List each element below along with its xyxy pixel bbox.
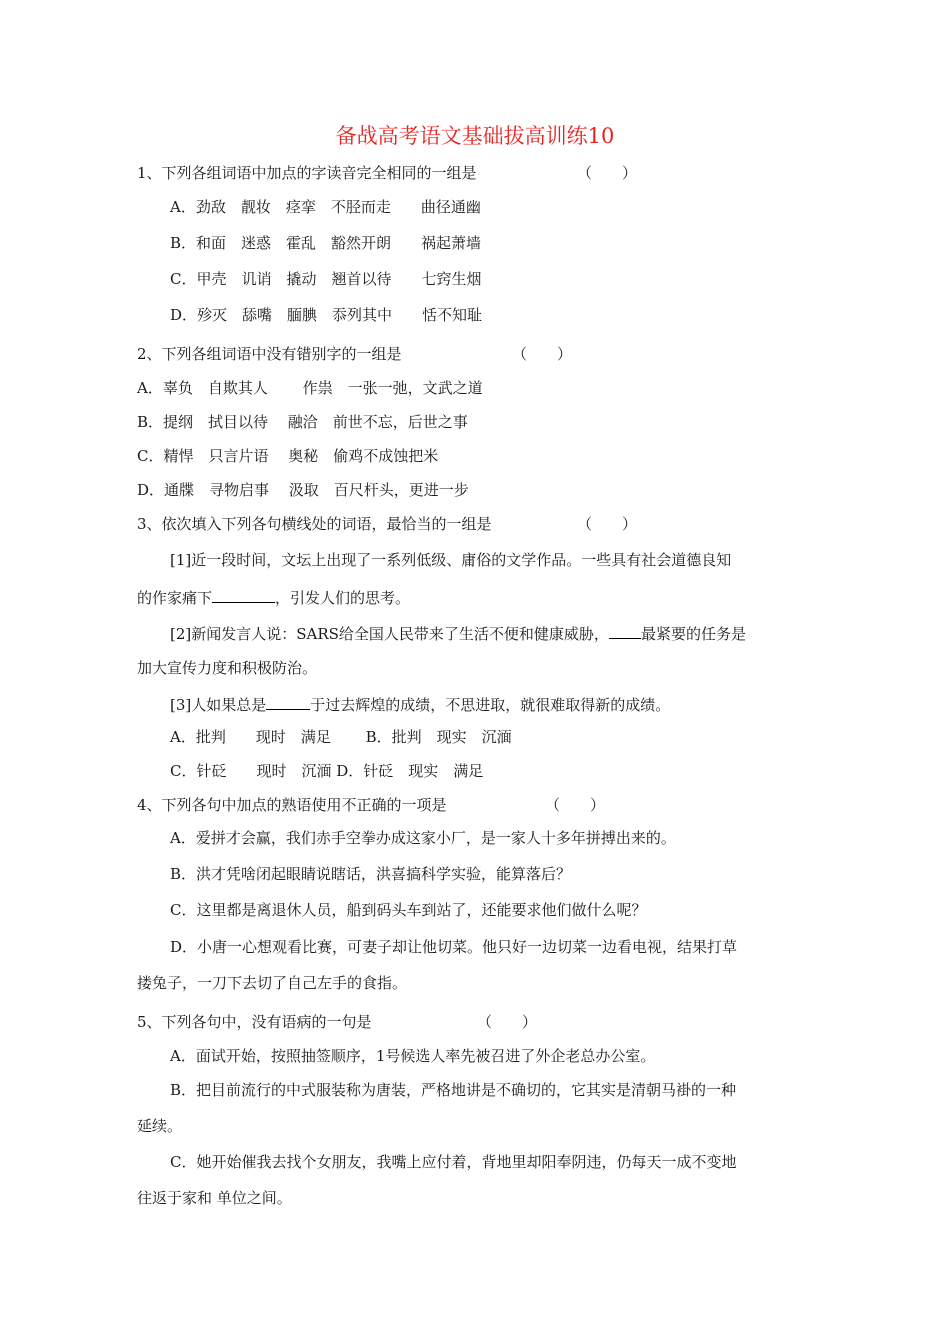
question-4-option-d-line-1: D．小唐一心想观看比赛，可妻子却让他切菜。他只好一边切菜一边看电视，结果打草 [170, 938, 738, 956]
question-4-answer-paren: （ ） [545, 796, 606, 814]
question-3-sentence-3 [170, 693, 670, 715]
sentence-3-text-before-blank: [3]人如果总是 [170, 696, 267, 714]
question-5-option-c-line-1: C．她开始催我去找个女朋友，我嘴上应付着，背地里却阳奉阴违，仍每天一成不变地 [170, 1153, 737, 1171]
question-1-option-a: A．劲敌 靓妆 痉挛 不胫而走 曲径通幽 [170, 198, 481, 216]
question-5-option-c-line-2: 往返于家和 单位之间。 [137, 1189, 292, 1207]
question-5-option-b-line-2: 延续。 [137, 1117, 183, 1135]
question-3-sentence-1-line-2 [137, 586, 410, 608]
question-3-stem: 3、依次填入下列各句横线处的词语，最恰当的一组是 [137, 515, 492, 533]
sentence-2-text-before-blank: [2]新闻发言人说：SARS给全国人民带来了生活不便和健康威胁， [170, 625, 609, 643]
question-4-option-a: A．爱拼才会赢，我们赤手空拳办成这家小厂，是一家人十多年拼搏出来的。 [170, 829, 676, 847]
question-2-option-d: D．通牒 寻物启事 汲取 百尺杆头，更进一步 [137, 481, 469, 499]
sentence-2-text-after-blank: 最紧要的任务是 [640, 625, 746, 643]
question-5-stem: 5、下列各句中，没有语病的一句是 [137, 1013, 372, 1031]
question-2-answer-paren: （ ） [512, 345, 573, 363]
fill-blank-1 [212, 586, 275, 603]
page-title: 备战高考语文基础拔高训练10 [335, 124, 615, 148]
question-5-option-a: A．面试开始，按照抽签顺序，1号候选人率先被召进了外企老总办公室。 [170, 1047, 656, 1065]
question-3-sentence-2-line-2: 加大宣传力度和积极防治。 [137, 659, 318, 677]
question-1-answer-paren: （ ） [577, 164, 638, 182]
fill-blank-2 [609, 622, 641, 639]
sentence-1-text-after-blank: ，引发人们的思考。 [275, 589, 411, 607]
fill-blank-3 [266, 693, 310, 710]
question-2-option-b: B．提纲 拭目以待 融洽 前世不忘，后世之事 [137, 413, 468, 431]
question-1-stem [137, 163, 477, 183]
question-3-sentence-1-line-1: [1]近一段时间，文坛上出现了一系列低级、庸俗的文学作品。一些具有社会道德良知 [170, 551, 732, 569]
sentence-1-text-before-blank: 的作家痛下 [137, 589, 213, 607]
question-3-sentence-2-line-1 [170, 622, 746, 644]
question-4-option-b: B．洪才凭啥闭起眼睛说瞎话，洪喜搞科学实验，能算落后？ [170, 865, 572, 883]
sentence-3-text-after-blank: 于过去辉煌的成绩，不思进取，就很难取得新的成绩。 [310, 696, 671, 714]
question-1-option-c: C．甲壳 讥诮 撬动 翘首以待 七窍生烟 [170, 270, 482, 288]
question-5-answer-paren: （ ） [477, 1013, 538, 1031]
question-4-stem: 4、下列各句中加点的熟语使用不正确的一项是 [137, 796, 447, 814]
question-1-option-d: D．殄灭 舔嘴 腼腆 忝列其中 恬不知耻 [170, 306, 483, 324]
question-5-option-b-line-1: B．把目前流行的中式服装称为唐装，严格地讲是不确切的，它其实是清朝马褂的一种 [170, 1081, 737, 1099]
question-2-stem: 2、下列各组词语中没有错别字的一组是 [137, 345, 402, 363]
question-4-option-d-line-2: 搂兔子，一刀下去切了自己左手的食指。 [137, 974, 408, 992]
question-1-text: 1、下列各组词语中加点的字读音完全相同的一组是 [137, 164, 477, 182]
question-2-option-a: A．辜负 自欺其人 作祟 一张一弛，文武之道 [137, 379, 483, 397]
question-4-option-c: C．这里都是离退休人员，船到码头车到站了，还能要求他们做什么呢？ [170, 901, 647, 919]
question-3-answer-paren: （ ） [577, 515, 638, 533]
question-2-option-c: C．精悍 只言片语 奥秘 偷鸡不成蚀把米 [137, 447, 439, 465]
question-1-option-b: B．和面 迷惑 霍乱 豁然开朗 祸起萧墙 [170, 234, 482, 252]
question-3-options-row-2: C．针砭 现时 沉湎 D．针砭 现实 满足 [170, 762, 484, 780]
question-3-options-row-1: A．批判 现时 满足 B．批判 现实 沉湎 [170, 728, 512, 746]
